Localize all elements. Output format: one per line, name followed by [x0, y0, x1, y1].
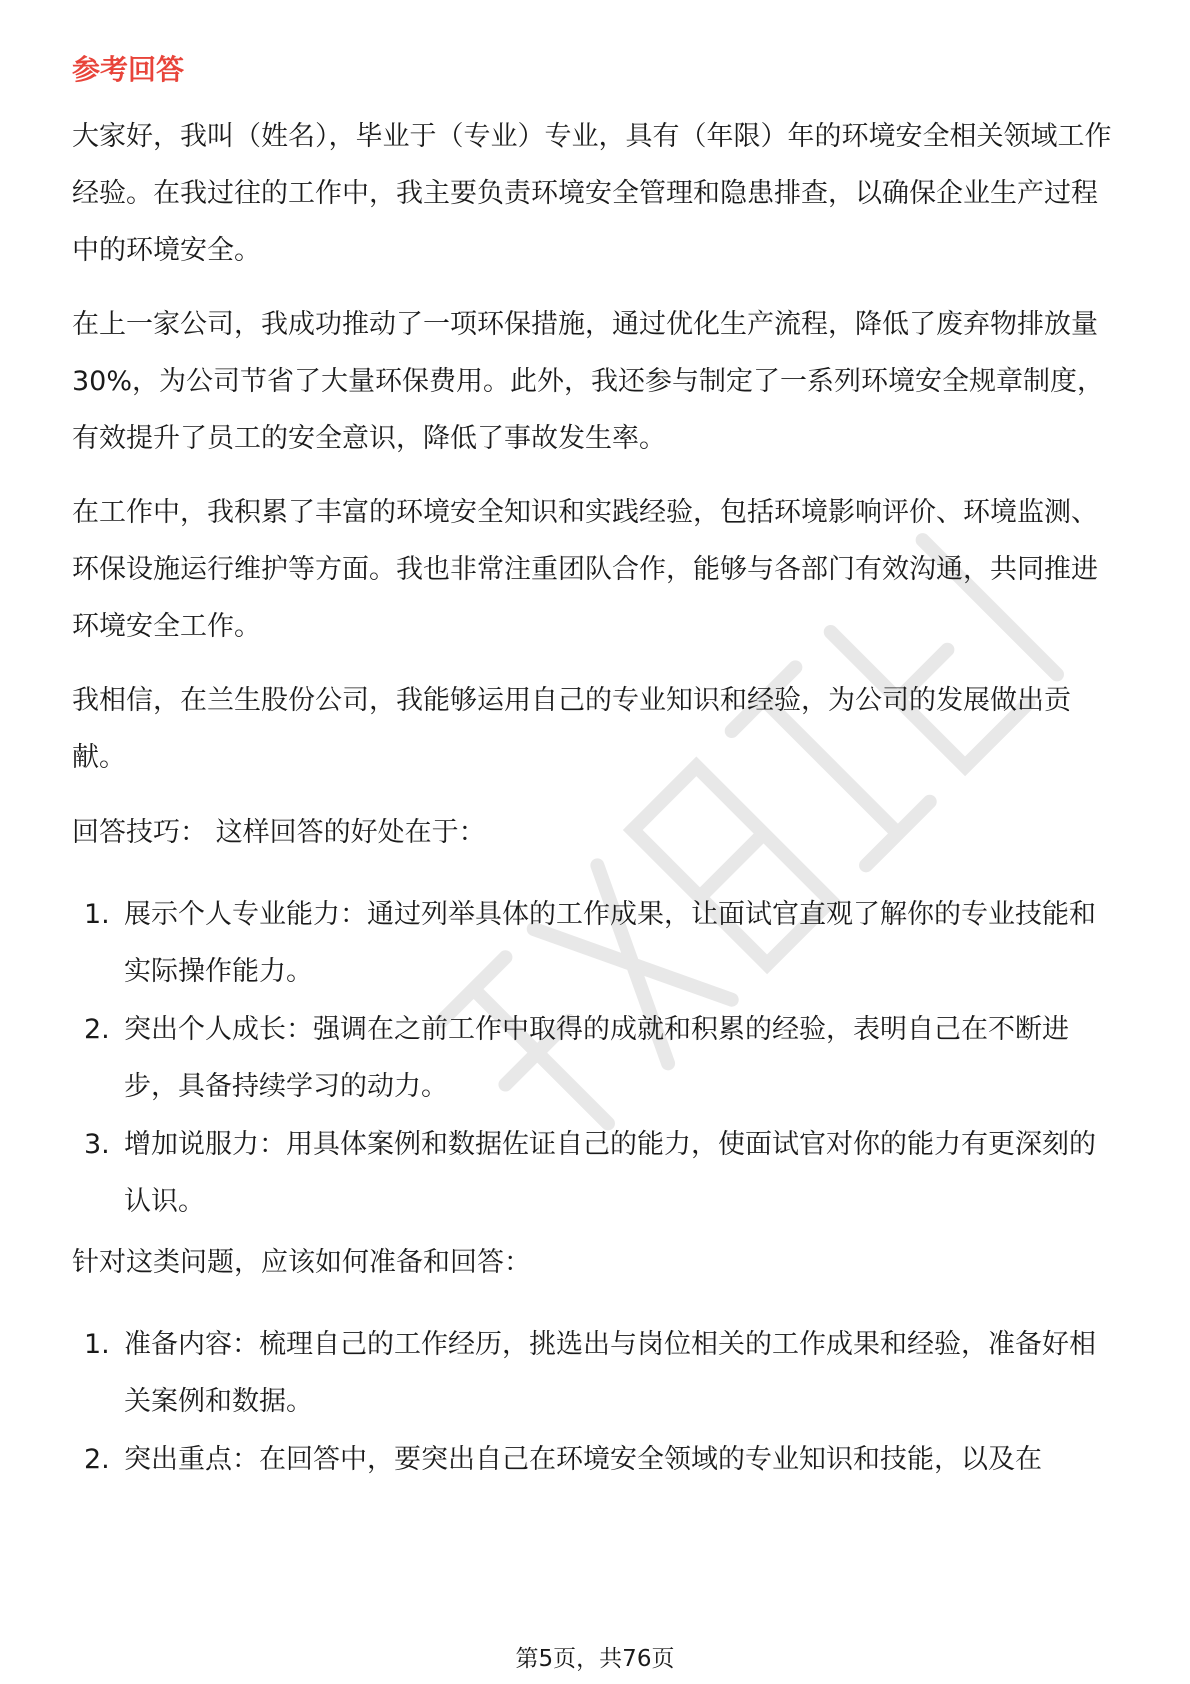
list-item-text: 准备内容：梳理自己的工作经历，挑选出与岗位相关的工作成果和经验，准备好相关案例和数据。: [124, 1329, 1096, 1417]
paragraph-intro: 大家好，我叫（姓名），毕业于（专业）专业，具有（年限）年的环境安全相关领域工作经验。在我过往的工作中，我主要负责环境安全管理和隐患排查，以确保企业生产过程中的环境安全。: [72, 121, 1112, 266]
list-number: 3.: [84, 1129, 110, 1160]
list-number: 2.: [84, 1014, 110, 1045]
list-item-text: 突出重点：在回答中，要突出自己在环境安全领域的专业知识和技能，以及在: [124, 1444, 1042, 1475]
list-item-text: 突出个人成长：强调在之前工作中取得的成就和积累的经验，表明自己在不断进步，具备持续学习的动力。: [124, 1014, 1069, 1102]
paragraph-conclusion: 我相信，在兰生股份公司，我能够运用自己的专业知识和经验，为公司的发展做出贡献。: [72, 685, 1071, 773]
prep-intro: 针对这类问题，应该如何准备和回答：: [72, 1247, 531, 1278]
list-item-text: 展示个人专业能力：通过列举具体的工作成果，让面试官直观了解你的专业技能和实际操作能力。: [124, 899, 1096, 987]
paragraph-achievement: 在上一家公司，我成功推动了一项环保措施，通过优化生产流程，降低了废弃物排放量30%，为公司节省了大量环保费用。此外，我还参与制定了一系列环境安全规章制度，有效提升了员工的安全意识，降低了事故发生率。: [72, 309, 1105, 454]
list-item: [72, 1001, 1122, 1115]
tips-list: [72, 886, 1122, 1231]
prep-list: [72, 1316, 1122, 1489]
list-item: [72, 1431, 1122, 1488]
section-heading: 参考回答: [72, 53, 185, 86]
paragraph-experience: 在工作中，我积累了丰富的环境安全知识和实践经验，包括环境影响评价、环境监测、环保设施运行维护等方面。我也非常注重团队合作，能够与各部门有效沟通，共同推进环境安全工作。: [72, 497, 1098, 642]
page-footer: 第5页，共76页: [515, 1646, 675, 1672]
list-item: [72, 1316, 1122, 1430]
tips-intro: 回答技巧： 这样回答的好处在于：: [72, 817, 486, 848]
list-item: [72, 886, 1122, 1000]
list-item-text: 增加说服力：用具体案例和数据佐证自己的能力，使面试官对你的能力有更深刻的认识。: [124, 1129, 1096, 1217]
list-number: 2.: [84, 1444, 110, 1475]
list-item: [72, 1116, 1122, 1230]
list-number: 1.: [84, 899, 110, 930]
list-number: 1.: [84, 1329, 110, 1360]
